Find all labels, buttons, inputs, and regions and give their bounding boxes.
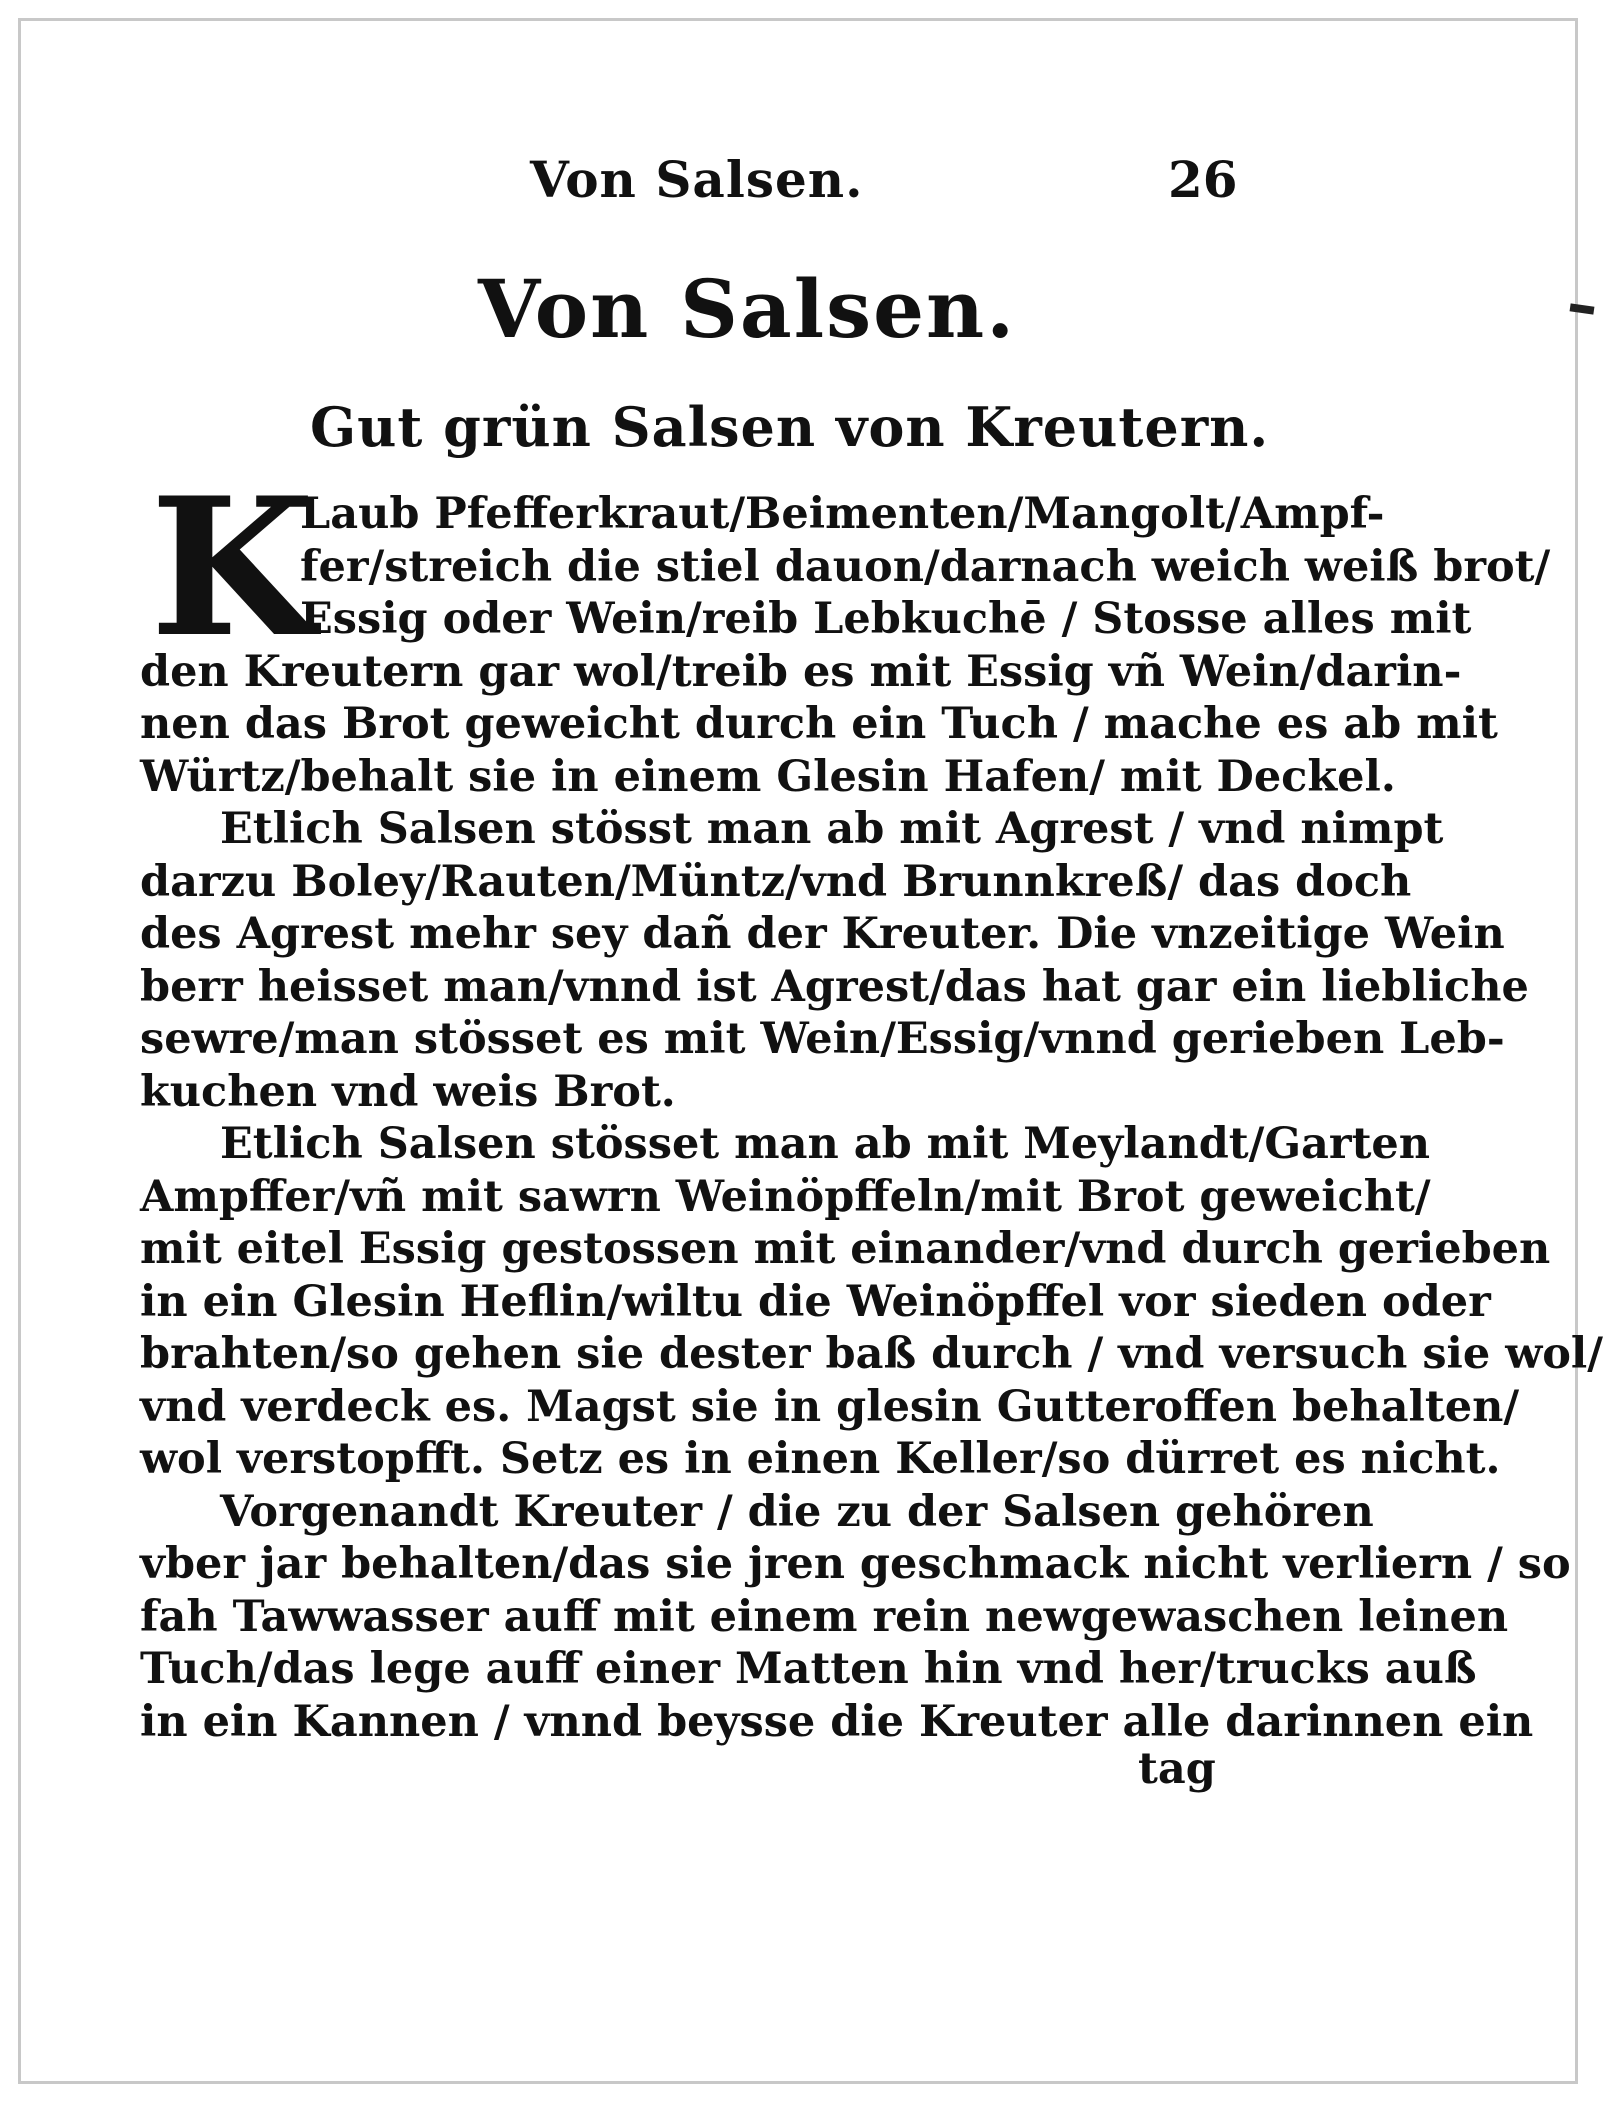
text-line: wol verstopfft. Setz es in einen Keller/so dürret es nicht. bbox=[140, 1434, 1501, 1484]
running-head: Von Salsen. bbox=[530, 150, 864, 209]
body-text bbox=[140, 456, 1603, 1748]
text-line: in ein Kannen / vnnd beysse die Kreuter alle darinnen ein bbox=[140, 1696, 1534, 1747]
catchword: tag bbox=[1138, 1744, 1216, 1794]
text-line: des Agrest mehr sey dañ der Kreuter. Die vnzeitige Wein bbox=[140, 909, 1505, 959]
text-line: den Kreutern gar wol/treib es mit Essig vñ Wein/darin- bbox=[140, 646, 1462, 697]
text-line: vber jar behalten/das sie jren geschmack nicht verliern / so bbox=[140, 1539, 1571, 1589]
text-line: Laub Pfefferkraut/Beimenten/Mangolt/Ampf- bbox=[300, 489, 1385, 539]
text-line: mit eitel Essig gestossen mit einander/vnd durch gerieben bbox=[140, 1224, 1551, 1274]
text-line: Ampffer/vñ mit sawrn Weinöpffeln/mit Brot geweicht/ bbox=[140, 1171, 1431, 1222]
text-line: vnd verdeck es. Magst sie in glesin Gutteroffen behalten/ bbox=[140, 1381, 1520, 1432]
text-line: nen das Brot geweicht durch ein Tuch / mache es ab mit bbox=[140, 699, 1498, 749]
ink-speck-mark bbox=[1570, 303, 1595, 314]
text-line: berr heisset man/vnnd ist Agrest/das hat gar ein liebliche bbox=[140, 961, 1529, 1012]
text-line: sewre/man stösset es mit Wein/Essig/vnnd gerieben Leb- bbox=[140, 1014, 1505, 1064]
text-line: Würtz/behalt sie in einem Glesin Hafen/ mit Deckel. bbox=[140, 751, 1396, 802]
section-heading: Gut grün Salsen von Kreutern. bbox=[310, 395, 1270, 459]
text-line: Essig oder Wein/reib Lebkuchē / Stosse alles mit bbox=[300, 594, 1472, 644]
chapter-title: Von Salsen. bbox=[478, 262, 1017, 356]
page-number: 26 bbox=[1168, 150, 1238, 209]
text-line: Etlich Salsen stösst man ab mit Agrest / vnd nimpt bbox=[220, 804, 1444, 854]
text-line: Etlich Salsen stösset man ab mit Meylandt/Garten bbox=[220, 1119, 1431, 1169]
text-line: brahten/so gehen sie dester baß durch / vnd versuch sie wol/ bbox=[140, 1329, 1603, 1379]
text-line: in ein Glesin Heflin/wiltu die Weinöpffel vor sieden oder bbox=[140, 1276, 1491, 1327]
text-line: fer/streich die stiel dauon/darnach weich weiß brot/ bbox=[300, 541, 1551, 592]
text-line: kuchen vnd weis Brot. bbox=[140, 1066, 676, 1117]
text-line: fah Tawwasser auff mit einem rein newgewaschen leinen bbox=[140, 1591, 1509, 1642]
text-line: darzu Boley/Rauten/Müntz/vnd Brunnkreß/ das doch bbox=[140, 856, 1412, 907]
text-line: Vorgenandt Kreuter / die zu der Salsen gehören bbox=[220, 1486, 1374, 1537]
text-line: Tuch/das lege auff einer Matten hin vnd her/trucks auß bbox=[140, 1644, 1477, 1694]
drop-cap: K bbox=[150, 456, 316, 679]
